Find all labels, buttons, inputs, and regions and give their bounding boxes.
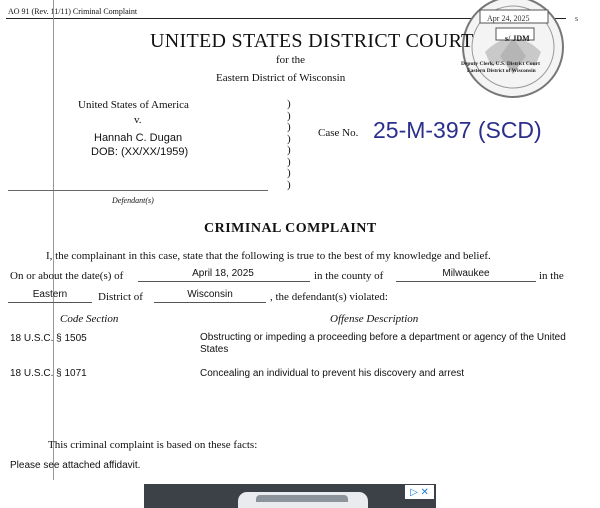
form-id: AO 91 (Rev. 11/11) Criminal Complaint xyxy=(8,7,138,16)
clerk-initials: s/ JDM xyxy=(505,34,530,43)
defendant-dob: DOB: (XX/XX/1959) xyxy=(91,146,189,158)
clerk-stamp xyxy=(461,61,540,75)
district-name: Eastern xyxy=(32,289,68,300)
ad-banner[interactable] xyxy=(144,484,436,508)
offense-desc-1: Obstructing or impeding a proceeding before a department or agency of the United States xyxy=(200,332,566,355)
offense-code-2: 18 U.S.C. § 1071 xyxy=(10,368,87,379)
violated-label: , the defendant(s) violated: xyxy=(270,291,388,303)
county-rule xyxy=(396,281,536,282)
offense-description-header: Offense Description xyxy=(330,313,419,325)
in-the-label: in the xyxy=(539,270,564,282)
case-number-label: Case No. xyxy=(318,127,359,139)
court-title: UNITED STATES DISTRICT COURT xyxy=(150,30,474,52)
caption-rule xyxy=(8,190,268,191)
court-district: Eastern District of Wisconsin xyxy=(216,72,346,84)
margin-line xyxy=(53,0,54,480)
filed-date-stamp: Apr 24, 2025 xyxy=(487,14,530,23)
complaint-title: CRIMINAL COMPLAINT xyxy=(204,221,377,236)
defendant-name: Hannah C. Dugan xyxy=(94,132,183,144)
state-rule xyxy=(154,302,266,303)
offense-date-rule xyxy=(138,281,310,282)
offense-code-1: 18 U.S.C. § 1505 xyxy=(10,333,87,344)
district-of-label: District of xyxy=(98,291,143,303)
offense-date: April 18, 2025 xyxy=(192,268,254,279)
court-for-the: for the xyxy=(276,54,306,66)
county-name: Milwaukee xyxy=(442,268,490,279)
ad-car-window xyxy=(256,495,348,502)
offense-desc-2: Concealing an individual to prevent his discovery and arrest xyxy=(200,368,465,379)
on-or-about-label: On or about the date(s) of xyxy=(10,270,124,282)
district-name-rule xyxy=(8,302,92,303)
clerk-line-2: Eastern District of Wisconsin xyxy=(467,68,536,74)
in-county-label: in the county of xyxy=(314,270,384,282)
affidavit-note: Please see attached affidavit. xyxy=(10,460,141,471)
margin-mark: s xyxy=(575,14,579,23)
caption-parentheses: ) ) ) ) ) ) ) ) xyxy=(287,98,291,191)
complainant-statement: I, the complainant in this case, state that the following is true to the best of my knowledge and belief. xyxy=(46,250,491,262)
defendants-label: Defendant(s) xyxy=(112,196,154,205)
ad-choices-close[interactable] xyxy=(405,485,434,499)
ad-icons: ▷ ✕ xyxy=(410,486,429,498)
state-name: Wisconsin xyxy=(187,289,233,300)
facts-intro: This criminal complaint is based on these facts: xyxy=(48,439,258,451)
clerk-line-1: Deputy Clerk, U.S. District Court xyxy=(461,61,540,67)
case-number: 25-M-397 (SCD) xyxy=(373,117,542,143)
plaintiff-name: United States of America xyxy=(78,99,189,111)
code-section-header: Code Section xyxy=(60,313,119,325)
versus-label: v. xyxy=(134,114,142,126)
